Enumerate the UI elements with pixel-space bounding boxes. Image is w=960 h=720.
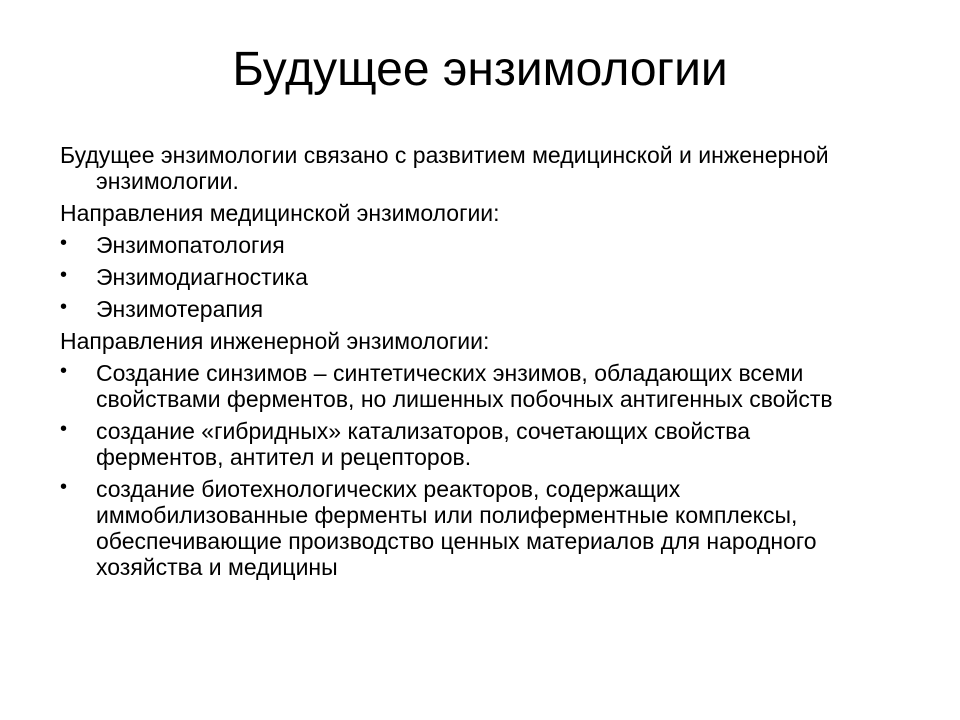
engineering-item-text: Создание синзимов – синтетических энзимов, обладающих всеми свойствами ферментов, но лишенных побочных антигенных свойств <box>96 360 833 412</box>
medical-item-text: Энзимопатология <box>96 232 285 258</box>
medical-item <box>60 232 880 258</box>
medical-item <box>60 264 880 290</box>
engineering-item <box>60 476 880 580</box>
bullet-icon: • <box>60 360 68 382</box>
bullet-icon: • <box>60 476 68 498</box>
intro-paragraph: Будущее энзимологии связано с развитием медицинской и инженерной энзимологии. <box>60 142 829 194</box>
slide-title: Будущее энзимологии <box>232 43 728 96</box>
bullet-icon: • <box>60 296 68 318</box>
slide-body <box>60 142 880 586</box>
bullet-icon: • <box>60 264 68 286</box>
engineering-item-text: создание «гибридных» катализаторов, сочетающих свойства ферментов, антител и рецепторов. <box>96 418 751 470</box>
engineering-item <box>60 360 880 412</box>
medical-item-text: Энзимодиагностика <box>96 264 308 290</box>
engineering-item <box>60 418 880 470</box>
engineering-item-text: создание биотехнологических реакторов, содержащих иммобилизованные ферменты или полиферментные комплексы, обеспечивающие производство ценных материалов для народного хозяйства и медицины <box>96 476 817 580</box>
medical-item-text: Энзимотерапия <box>96 296 264 322</box>
medical-item <box>60 296 880 322</box>
bullet-icon: • <box>60 232 68 254</box>
bullet-icon: • <box>60 418 68 440</box>
medical-heading: Направления медицинской энзимологии: <box>60 200 500 226</box>
engineering-heading: Направления инженерной энзимологии: <box>60 328 490 354</box>
